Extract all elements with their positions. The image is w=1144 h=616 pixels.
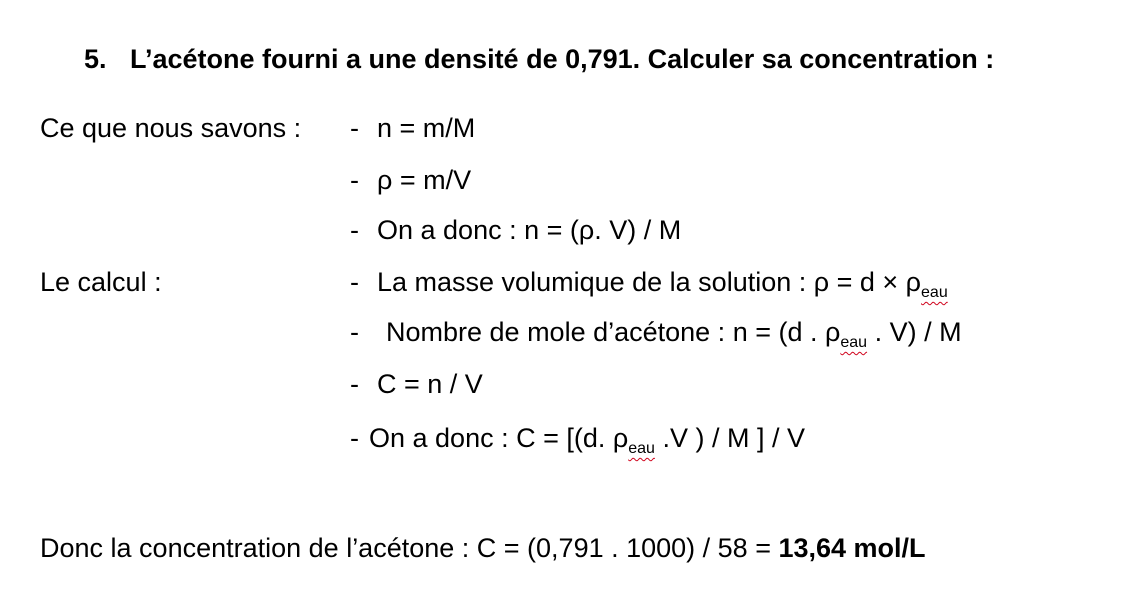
- calc-item-2: [350, 316, 962, 353]
- formula-text: On a donc : C = [(d. ρ: [369, 423, 629, 453]
- known-label: Ce que nous savons :: [40, 113, 302, 143]
- question-text: L’acétone fourni a une densité de 0,791. Calculer sa concentration :: [130, 44, 995, 74]
- bullet-dash: -: [350, 369, 359, 399]
- calc-item-4: [350, 422, 805, 459]
- known-item-3: [350, 214, 681, 246]
- question-number: 5.: [84, 44, 107, 74]
- calc-item-1: [350, 266, 948, 303]
- bullet-dash: -: [350, 267, 359, 297]
- formula-text: On a donc : n = (ρ. V) / M: [377, 215, 682, 245]
- bullet-dash: -: [350, 165, 359, 195]
- calc-item-3: [350, 368, 483, 400]
- result-text: Donc la concentration de l’acétone : C = (0,791 . 1000) / 58 =: [40, 533, 779, 563]
- bullet-dash: -: [350, 215, 359, 245]
- known-item-1: [350, 112, 475, 144]
- bullet-dash: -: [350, 423, 359, 453]
- known-item-2: [350, 164, 471, 196]
- formula-text: .V ) / M ] / V: [654, 423, 805, 453]
- question-title: [84, 44, 994, 75]
- subscript-eau: eau: [840, 334, 868, 351]
- formula-text: Nombre de mole d’acétone : n = (d . ρ: [386, 317, 841, 347]
- subscript-eau: eau: [921, 284, 948, 301]
- calc-label: Le calcul :: [40, 267, 162, 297]
- result-line: [40, 532, 926, 564]
- formula-text: C = n / V: [377, 369, 483, 399]
- bullet-dash: -: [350, 317, 359, 347]
- result-value: 13,64 mol/L: [778, 533, 926, 563]
- formula-text: ρ = m/V: [377, 165, 472, 195]
- subscript-eau: eau: [628, 440, 655, 457]
- formula-text: La masse volumique de la solution : ρ = d × ρ: [377, 267, 922, 297]
- bullet-dash: -: [350, 113, 359, 143]
- formula-text: n = m/M: [377, 113, 476, 143]
- formula-text: . V) / M: [867, 317, 962, 347]
